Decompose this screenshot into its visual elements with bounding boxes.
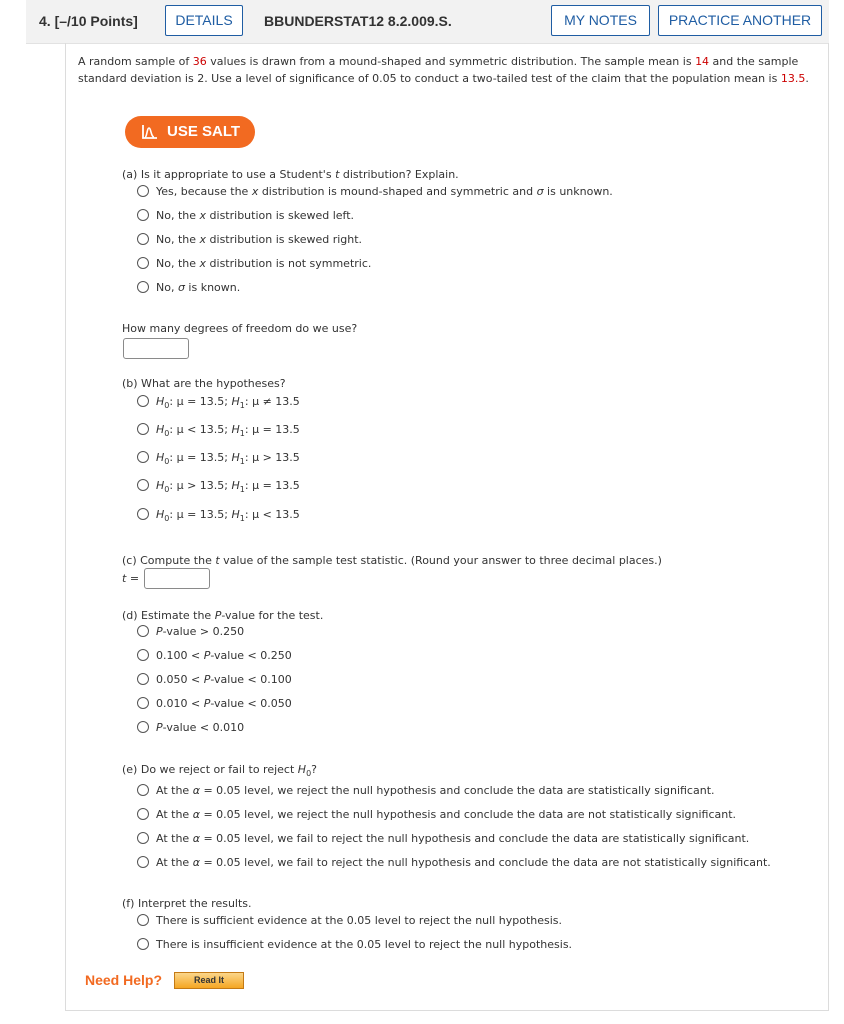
sample-mean-value: 14 — [695, 55, 710, 68]
salt-chart-icon — [142, 124, 158, 140]
radio-button[interactable] — [137, 625, 149, 637]
t-value-label: t = — [122, 572, 140, 585]
degrees-of-freedom-question: How many degrees of freedom do we use? — [122, 322, 358, 335]
read-it-button[interactable]: Read It — [174, 972, 244, 989]
radio-button[interactable] — [137, 185, 149, 197]
radio-button[interactable] — [137, 233, 149, 245]
radio-button[interactable] — [137, 938, 149, 950]
question-points: 4. [–/10 Points] — [39, 13, 138, 29]
part-e-question: (e) Do we reject or fail to reject $H_0$? — [122, 763, 317, 778]
radio-button[interactable] — [137, 281, 149, 293]
use-salt-label: USE SALT — [167, 123, 241, 140]
degrees-of-freedom-input[interactable] — [123, 338, 189, 359]
radio-button[interactable] — [137, 673, 149, 685]
part-a-question: (a) Is it appropriate to use a Student's t distribution? Explain. — [122, 168, 459, 181]
sample-size-value: 36 — [192, 55, 207, 68]
population-mean-value: 13.5 — [780, 72, 806, 85]
details-button[interactable]: DETAILS — [165, 5, 243, 36]
radio-button[interactable] — [137, 832, 149, 844]
problem-statement: A random sample of 36 values is drawn from a mound-shaped and symmetric distribution. The sample mean is 14 and the sample standard deviation is 2. Use a level of significance of 0.05 to conduct a two-tailed test of the claim that the population mean is 13.5. — [78, 55, 809, 85]
problem-code: BBUNDERSTAT12 8.2.009.S. — [264, 13, 452, 29]
radio-button[interactable] — [137, 257, 149, 269]
radio-button[interactable] — [137, 697, 149, 709]
question-header — [26, 0, 829, 44]
radio-button[interactable] — [137, 451, 149, 463]
radio-button[interactable] — [137, 856, 149, 868]
radio-button[interactable] — [137, 209, 149, 221]
radio-button[interactable] — [137, 808, 149, 820]
use-salt-button[interactable] — [125, 116, 255, 148]
radio-button[interactable] — [137, 423, 149, 435]
part-c-question: (c) Compute the t value of the sample test statistic. (Round your answer to three decimal places.) — [122, 554, 662, 567]
part-f-question: (f) Interpret the results. — [122, 897, 252, 910]
part-b-question: (b) What are the hypotheses? — [122, 377, 286, 390]
part-d-question: (d) Estimate the P-value for the test. — [122, 609, 324, 622]
practice-another-button[interactable]: PRACTICE ANOTHER — [658, 5, 822, 36]
radio-button[interactable] — [137, 784, 149, 796]
radio-button[interactable] — [137, 721, 149, 733]
radio-button[interactable] — [137, 395, 149, 407]
radio-button[interactable] — [137, 508, 149, 520]
radio-button[interactable] — [137, 649, 149, 661]
my-notes-button[interactable]: MY NOTES — [551, 5, 650, 36]
t-value-input[interactable] — [144, 568, 210, 589]
need-help-label: Need Help? — [85, 972, 163, 988]
radio-button[interactable] — [137, 479, 149, 491]
radio-button[interactable] — [137, 914, 149, 926]
